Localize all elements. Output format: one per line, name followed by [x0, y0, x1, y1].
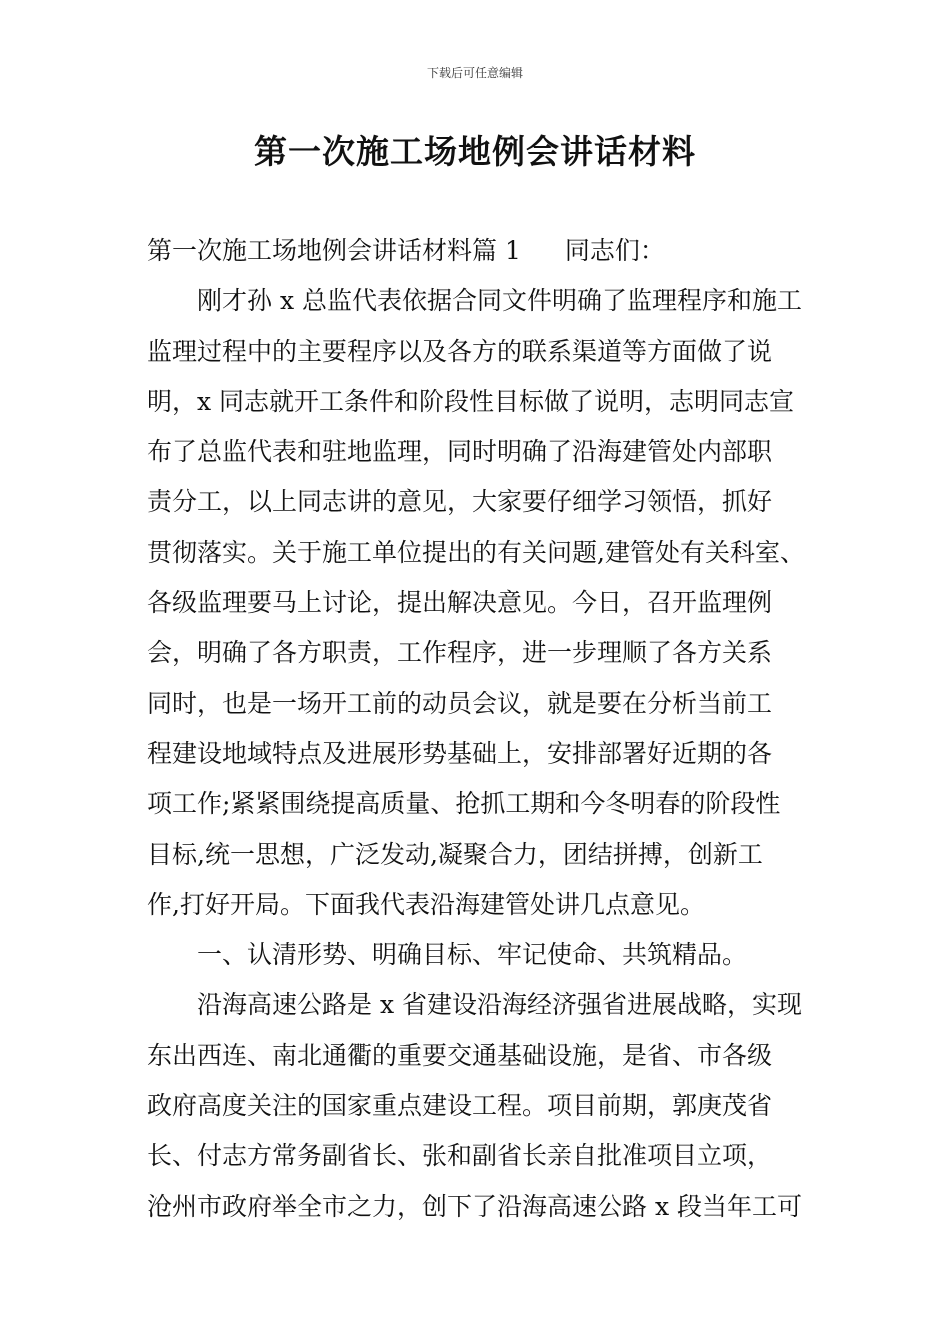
document-title: 第一次施工场地例会讲话材料 [254, 132, 696, 171]
section-heading: 第一次施工场地例会讲话材料篇 1 [147, 236, 521, 265]
body-line: 目标,统一思想，广泛发动,凝聚合力，团结拼搏，创新工 [147, 839, 763, 869]
body-line: 刚才孙 x 总监代表依据合同文件明确了监理程序和施工 [197, 286, 802, 316]
body-line: 会，明确了各方职责，工作程序，进一步理顺了各方关系 [147, 638, 773, 668]
body-line: 沿海高速公路是 x 省建设沿海经济强省进展战略，实现 [197, 990, 802, 1020]
body-line: 沧州市政府举全市之力，创下了沿海高速公路 x 段当年工可 [147, 1191, 802, 1221]
body-line: 监理过程中的主要程序以及各方的联系渠道等方面做了说 [147, 336, 773, 366]
body-line: 责分工，以上同志讲的意见，大家要仔细学习领悟，抓好 [147, 487, 773, 517]
body-line: 程建设地域特点及进展形势基础上，安排部署好近期的各 [147, 738, 773, 768]
salutation: 同志们： [564, 236, 665, 265]
body-line: 明，x 同志就开工条件和阶段性目标做了说明，志明同志宣 [147, 386, 795, 416]
body-line: 长、付志方常务副省长、张和副省长亲自批准项目立项， [147, 1141, 773, 1171]
subsection-heading: 一、认清形势、明确目标、牢记使命、共筑精品。 [197, 940, 748, 970]
body-line: 政府高度关注的国家重点建设工程。项目前期，郭庚茂省 [147, 1091, 773, 1121]
body-line: 布了总监代表和驻地监理，同时明确了沿海建管处内部职 [147, 437, 773, 467]
body-line: 同时，也是一场开工前的动员会议，就是要在分析当前工 [147, 688, 773, 718]
document-body [147, 226, 807, 1232]
body-line: 贯彻落实。关于施工单位提出的有关问题,建管处有关科室、 [147, 537, 805, 567]
body-line: 东出西连、南北通衢的重要交通基础设施，是省、市各级 [147, 1040, 773, 1070]
body-line: 各级监理要马上讨论，提出解决意见。今日，召开监理例 [147, 588, 773, 618]
header-note: 下载后可任意编辑 [426, 66, 523, 80]
body-line: 作,打好开局。下面我代表沿海建管处讲几点意见。 [147, 889, 705, 919]
body-line: 项工作;紧紧围绕提高质量、抢抓工期和今冬明春的阶段性 [147, 789, 781, 819]
body-line-first [147, 226, 807, 276]
